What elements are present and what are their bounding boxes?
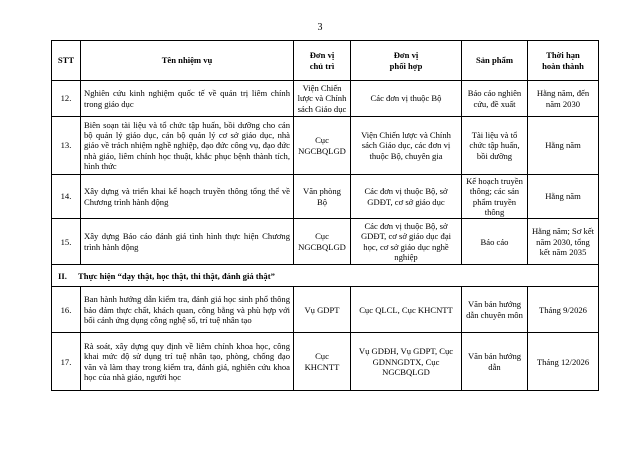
row-product: Báo cáo nghiên cứu, đề xuất: [462, 81, 528, 117]
row-product: Văn bản hướng dẫn chuyên môn: [462, 287, 528, 333]
row-task: Biên soạn tài liệu và tổ chức tập huấn, bồi dưỡng cho cán bộ quản lý giáo dục, cán bộ quản lý cơ sở giáo dục, nhà giáo về trách nhiệm nghề nghiệp, đạo đức công vụ, đạo đức nhà giáo, liêm chính học thuật, khắc phục bệnh thành tích, hình thức: [81, 117, 294, 175]
header-task: Tên nhiệm vụ: [81, 41, 294, 81]
row-task: Nghiên cứu kinh nghiệm quốc tế về quản trị liêm chính trong giáo dục: [81, 81, 294, 117]
section-title: Thực hiện “dạy thật, học thật, thi thật, đánh giá thật”: [78, 270, 275, 281]
header-lead: Đơn vị chủ trì: [294, 41, 351, 81]
header-coord: Đơn vị phối hợp: [351, 41, 462, 81]
row-stt: 12.: [52, 81, 81, 117]
row-coord: Viện Chiến lược và Chính sách Giáo dục, các đơn vị thuộc Bộ, chuyên gia: [351, 117, 462, 175]
table-row: [52, 81, 599, 117]
table-row: [52, 333, 599, 391]
row-product: Kế hoạch truyền thông; các sản phẩm truyền thông: [462, 175, 528, 219]
row-lead: Cục KHCNTT: [294, 333, 351, 391]
row-stt: 13.: [52, 117, 81, 175]
row-lead: Viện Chiến lược và Chính sách Giáo dục: [294, 81, 351, 117]
row-coord: Cục QLCL, Cục KHCNTT: [351, 287, 462, 333]
row-task: Rà soát, xây dựng quy định về liêm chính khoa học, công khai mức độ sử dụng trí tuệ nhân tạo, phòng, chống đạo văn và làm thay trong kiểm tra, đánh giá, nghiên cứu khoa học của nhà giáo, người học: [81, 333, 294, 391]
row-deadline: Hằng năm: [528, 117, 599, 175]
row-task: Xây dựng Báo cáo đánh giá tình hình thực hiện Chương trình hành động: [81, 219, 294, 265]
row-coord: Vụ GDĐH, Vụ GDPT, Cục GDNNGDTX, Cục NGCBQLGD: [351, 333, 462, 391]
row-task: Xây dựng và triển khai kế hoạch truyền thông tổng thể về Chương trình hành động: [81, 175, 294, 219]
section-number: II.: [58, 270, 67, 281]
row-stt: 15.: [52, 219, 81, 265]
table-header-row: [52, 41, 599, 81]
header-stt: STT: [52, 41, 81, 81]
row-lead: Vụ GDPT: [294, 287, 351, 333]
row-stt: 16.: [52, 287, 81, 333]
row-deadline: Tháng 9/2026: [528, 287, 599, 333]
row-lead: Cục NGCBQLGD: [294, 219, 351, 265]
table-row: [52, 175, 599, 219]
table-row: [52, 287, 599, 333]
table-row: [52, 219, 599, 265]
row-lead: Cục NGCBQLGD: [294, 117, 351, 175]
page-number: 3: [317, 22, 323, 33]
section-heading: [52, 265, 599, 287]
row-stt: 14.: [52, 175, 81, 219]
section-row: [52, 265, 599, 287]
row-product: Tài liệu và tổ chức tập huấn, bồi dưỡng: [462, 117, 528, 175]
table-row: [52, 117, 599, 175]
row-product: Báo cáo: [462, 219, 528, 265]
row-coord: Các đơn vị thuộc Bộ, sở GDĐT, cơ sở giáo dục: [351, 175, 462, 219]
row-stt: 17.: [52, 333, 81, 391]
header-deadline: Thời hạn hoàn thành: [528, 41, 599, 81]
row-task: Ban hành hướng dẫn kiểm tra, đánh giá học sinh phổ thông bảo đảm thực chất, khách quan, công bằng và phù hợp với bối cảnh ứng dụng công nghệ số, trí tuệ nhân tạo: [81, 287, 294, 333]
row-deadline: Hằng năm, đến năm 2030: [528, 81, 599, 117]
row-product: Văn bản hướng dẫn: [462, 333, 528, 391]
row-coord: Các đơn vị thuộc Bộ, sở GDĐT, cơ sở giáo dục đại học, cơ sở giáo dục nghề nghiệp: [351, 219, 462, 265]
task-table: [51, 40, 599, 391]
row-deadline: Hằng năm: [528, 175, 599, 219]
row-lead: Văn phòng Bộ: [294, 175, 351, 219]
row-deadline: Tháng 12/2026: [528, 333, 599, 391]
row-coord: Các đơn vị thuộc Bộ: [351, 81, 462, 117]
row-deadline: Hằng năm; Sơ kết năm 2030, tổng kết năm 2035: [528, 219, 599, 265]
header-product: Sản phẩm: [462, 41, 528, 81]
